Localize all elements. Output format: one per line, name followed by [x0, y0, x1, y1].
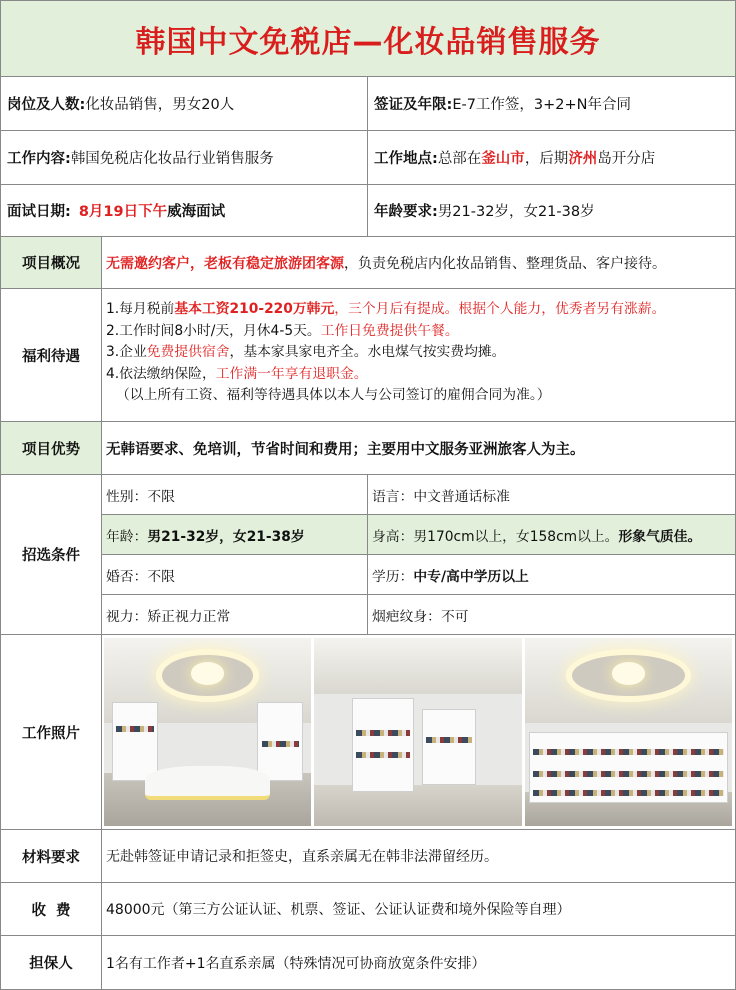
photos-row	[0, 635, 736, 830]
visa-value: E-7工作签，3+2+N年合同	[452, 97, 632, 113]
position-value: 化妆品销售，男女20人	[85, 97, 235, 113]
welfare-content	[102, 289, 735, 421]
criteria-edu-value: 中专/高中学历以上	[413, 568, 529, 585]
criteria-height-b: 形象气质佳。	[618, 528, 702, 545]
interview-label: 面试日期:	[7, 204, 71, 220]
welfare-l3-a: 3.企业	[106, 344, 147, 360]
location-text-3: 岛开分店	[597, 151, 656, 167]
criteria-tattoo: 烟疤纹身：不可	[372, 609, 469, 625]
location-text-2: ，后期	[524, 151, 569, 167]
welfare-l1-c: ，三个月后有提成。根据个人能力，优秀者另有涨薪。	[334, 301, 666, 317]
criteria-height	[368, 515, 735, 555]
advantage-text: 无韩语要求、免培训，节省时间和费用；主要用中文服务亚洲旅客人为主。	[106, 441, 585, 458]
location-text-1: 总部在	[437, 151, 482, 167]
age-label: 年龄要求:	[374, 204, 438, 220]
location-city-busan: 釜山市	[481, 151, 525, 167]
welfare-line-1	[106, 299, 731, 321]
interview-place: 威海面试	[167, 204, 226, 220]
age-value: 男21-32岁，女21-38岁	[437, 204, 595, 220]
welfare-dorm: 免费提供宿舍	[146, 344, 230, 360]
materials-label: 材料要求	[1, 830, 102, 882]
info-row-interview	[0, 185, 736, 237]
info-row-work	[0, 131, 736, 185]
materials-row	[0, 830, 736, 883]
overview-row	[0, 237, 736, 289]
welfare-l1-a: 1.每月税前	[106, 301, 175, 317]
criteria-age-prefix: 年龄：	[106, 528, 148, 545]
fee-text: 48000元（第三方公证认证、机票、签证、公证认证费和境外保险等自理）	[106, 902, 571, 918]
criteria-grid	[102, 475, 735, 634]
criteria-education	[368, 555, 735, 595]
location-city-jeju: 济州	[568, 151, 598, 167]
welfare-l2-a: 2.工作时间8小时/天，月休4-5天。	[106, 322, 321, 339]
photos-label: 工作照片	[1, 635, 102, 829]
fee-label: 收 费	[1, 883, 102, 935]
store-photo-3	[525, 638, 732, 826]
criteria-marriage: 婚否：不限	[102, 555, 368, 595]
advantage-row	[0, 422, 736, 475]
criteria-height-a: 身高：男170cm以上，女158cm以上。	[372, 528, 619, 545]
guarantor-text: 1名有工作者+1名直系亲属（特殊情况可协商放宽条件安排）	[106, 955, 486, 972]
welfare-label: 福利待遇	[1, 289, 102, 421]
welfare-l4-a: 4.依法缴纳保险，	[106, 365, 216, 382]
welfare-salary: 基本工资210-220万韩元	[174, 301, 335, 317]
overview-content	[102, 237, 735, 288]
welfare-retirement: 工作满一年享有退职金。	[215, 365, 368, 382]
criteria-label: 招选条件	[1, 475, 102, 634]
work-value: 韩国免税店化妆品行业销售服务	[70, 151, 274, 167]
store-photo-1	[104, 638, 311, 826]
welfare-line-3	[106, 342, 731, 364]
position-label: 岗位及人数:	[7, 97, 86, 113]
interview-date: 8月19日下午	[78, 204, 168, 220]
visa-label: 签证及年限:	[374, 97, 453, 113]
criteria-edu-prefix: 学历：	[372, 568, 414, 585]
criteria-vision: 视力：矫正视力正常	[102, 595, 368, 635]
work-label: 工作内容:	[7, 151, 71, 167]
location-cell	[368, 131, 735, 184]
welfare-line-4	[106, 364, 731, 386]
page-title: 韩国中文免税店—化妆品销售服务	[0, 0, 736, 77]
interview-cell	[1, 185, 368, 236]
welfare-l3-c: ，基本家具家电齐全。水电煤气按实费均摊。	[229, 344, 506, 360]
welfare-lunch: 工作日免费提供午餐。	[320, 322, 459, 339]
welfare-line-5: （以上所有工资、福利等待遇具体以本人与公司签订的雇佣合同为准。）	[116, 387, 551, 403]
work-cell	[1, 131, 368, 184]
criteria-row	[0, 475, 736, 635]
visa-cell	[368, 77, 735, 130]
materials-text: 无赴韩签证申请记录和拒签史，直系亲属无在韩非法滞留经历。	[106, 849, 498, 865]
work-photos	[104, 638, 732, 826]
criteria-gender: 性别：不限	[102, 475, 368, 515]
fee-row	[0, 883, 736, 936]
overview-label: 项目概况	[1, 237, 102, 288]
welfare-row	[0, 289, 736, 422]
age-cell	[368, 185, 735, 236]
position-cell	[1, 77, 368, 130]
store-photo-2	[314, 638, 521, 826]
welfare-line-2	[106, 321, 731, 343]
guarantor-row	[0, 936, 736, 990]
overview-text: ，负责免税店内化妆品销售、整理货品、客户接待。	[344, 255, 666, 272]
criteria-age	[102, 515, 368, 555]
criteria-age-value: 男21-32岁，女21-38岁	[147, 528, 305, 545]
guarantor-label: 担保人	[1, 936, 102, 989]
overview-highlight: 无需邀约客户，老板有稳定旅游团客源	[106, 255, 344, 272]
criteria-language: 语言：中文普通话标准	[368, 475, 735, 515]
advantage-label: 项目优势	[1, 422, 102, 474]
info-row-position	[0, 77, 736, 131]
location-label: 工作地点:	[374, 151, 438, 167]
